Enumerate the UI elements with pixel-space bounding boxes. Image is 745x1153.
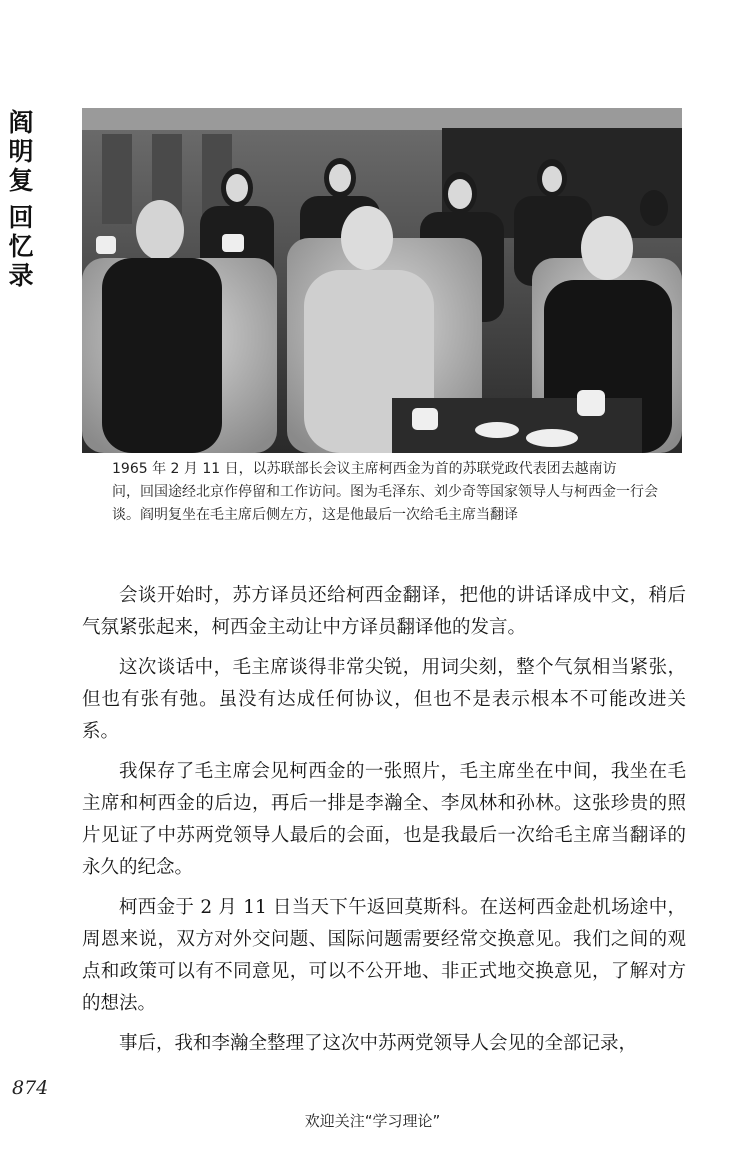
paragraph: 这次谈话中，毛主席谈得非常尖锐，用词尖刻，整个气氛相当紧张，但也有张有弛。虽没有达成任何协议，但也不是表示根本不可能改进关系。 [82,657,686,742]
body-text [82,580,686,1068]
side-title-char: 明 [8,137,34,166]
paragraph: 柯西金于 2 月 11 日当天下午返回莫斯科。在送柯西金赴机场途中，周恩来说，双方对外交问题、国际问题需要经常交换意见。我们之间的观点和政策可以有不同意见，可以不公开地、非正式地交换意见，了解对方的想法。 [82,897,686,1014]
side-title-char: 回 [8,203,34,232]
photo-icon [82,108,682,453]
caption-rest: 问，回国途经北京作停留和工作访问。图为毛泽东、刘少奇等国家领导人与柯西金一行会谈。阎明复坐在毛主席后侧左方，这是他最后一次给毛主席当翻译 [112,484,658,523]
book-side-title [6,108,36,290]
side-title-char: 复 [8,166,34,195]
caption-line-1: 1965 年 2 月 11 日，以苏联部长会议主席柯西金为首的苏联党政代表团去越南访 [112,461,617,477]
paragraph: 会谈开始时，苏方译员还给柯西金翻译，把他的讲话译成中文，稍后气氛紧张起来，柯西金主动让中方译员翻译他的发言。 [82,585,686,638]
page-number: 874 [12,1077,49,1099]
footer-note: 欢迎关注“学习理论” [304,1112,441,1130]
side-title-char: 阎 [8,108,34,137]
photo-caption [112,458,684,527]
side-title-char: 录 [8,261,34,290]
paragraph: 事后，我和李瀚全整理了这次中苏两党领导人会见的全部记录， [119,1033,638,1054]
side-title-char: 忆 [8,232,34,261]
historical-photo [82,108,682,453]
paragraph: 我保存了毛主席会见柯西金的一张照片，毛主席坐在中间，我坐在毛主席和柯西金的后边，再后一排是李瀚全、李凤林和孙林。这张珍贵的照片见证了中苏两党领导人最后的会面，也是我最后一次给毛主席当翻译的永久的纪念。 [82,761,686,878]
